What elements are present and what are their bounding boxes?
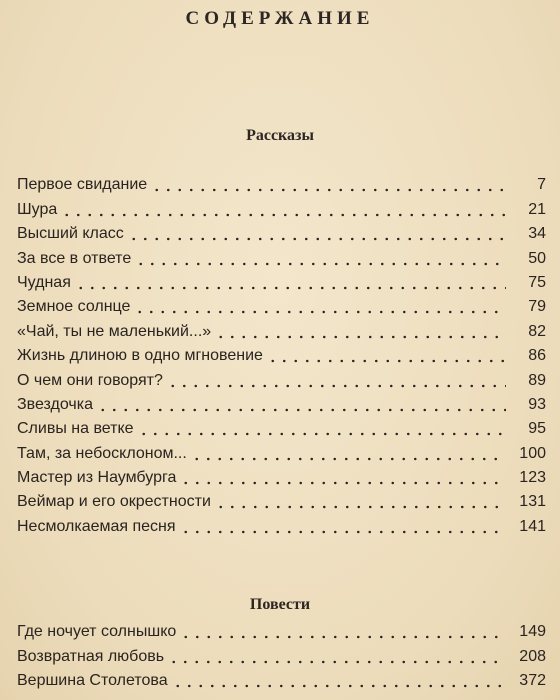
page-number: 7 bbox=[537, 176, 546, 194]
entry-title: Жизнь длиною в одно мгновение bbox=[17, 347, 263, 365]
dot-leader bbox=[267, 345, 506, 363]
dot-leader bbox=[172, 670, 506, 688]
page-number: 372 bbox=[519, 672, 546, 690]
entry-title: Вершина Столетова bbox=[17, 672, 168, 690]
entry-title: Возвратная любовь bbox=[17, 647, 165, 665]
toc-entry bbox=[17, 511, 546, 535]
dot-leader bbox=[61, 199, 506, 217]
toc-list-stories bbox=[17, 170, 546, 536]
page-number: 86 bbox=[528, 347, 546, 365]
entry-title: Мастер из Наумбурга bbox=[17, 469, 177, 487]
entry-title: Сливы на ветке bbox=[17, 420, 134, 438]
dot-leader bbox=[180, 467, 506, 485]
entry-title: О чем они говорят? bbox=[17, 371, 163, 389]
page-number: 82 bbox=[528, 322, 546, 340]
toc-entry bbox=[17, 219, 546, 243]
page-number: 34 bbox=[528, 225, 546, 243]
toc-list-novellas bbox=[17, 617, 546, 690]
dot-leader bbox=[215, 321, 506, 339]
dot-leader bbox=[134, 296, 506, 314]
toc-entry bbox=[17, 438, 546, 462]
section-heading-novellas: Повести bbox=[249, 596, 311, 613]
page-number: 123 bbox=[519, 469, 546, 487]
toc-entry bbox=[17, 414, 546, 438]
entry-title: Земное солнце bbox=[17, 298, 131, 316]
toc-entry bbox=[17, 487, 546, 511]
toc-entry bbox=[17, 292, 546, 316]
toc-entry bbox=[17, 268, 546, 292]
page-number: 141 bbox=[519, 517, 546, 535]
entry-title: Первое свидание bbox=[17, 176, 148, 194]
entry-title: Шура bbox=[17, 200, 58, 218]
dot-leader bbox=[97, 394, 506, 412]
dot-leader bbox=[180, 516, 506, 534]
dot-leader bbox=[138, 418, 506, 436]
page-number: 50 bbox=[528, 249, 546, 267]
toc-entry bbox=[17, 666, 546, 690]
entry-title: Высший класс bbox=[17, 225, 124, 243]
page-number: 100 bbox=[519, 444, 546, 462]
page-number: 89 bbox=[528, 371, 546, 389]
toc-entry bbox=[17, 170, 546, 194]
toc-entry bbox=[17, 243, 546, 267]
entry-title: Где ночует солнышко bbox=[17, 623, 177, 641]
dot-leader bbox=[168, 646, 506, 664]
page-number: 93 bbox=[528, 395, 546, 413]
dot-leader bbox=[180, 621, 506, 639]
page-number: 131 bbox=[519, 493, 546, 511]
page-number: 208 bbox=[519, 647, 546, 665]
toc-entry bbox=[17, 390, 546, 414]
toc-entry bbox=[17, 365, 546, 389]
page-number: 21 bbox=[528, 200, 546, 218]
dot-leader bbox=[75, 272, 506, 290]
toc-entry bbox=[17, 617, 546, 641]
toc-entry bbox=[17, 463, 546, 487]
dot-leader bbox=[128, 223, 506, 241]
dot-leader bbox=[191, 443, 506, 461]
entry-title: Несмолкаемая песня bbox=[17, 517, 176, 535]
page-number: 95 bbox=[528, 420, 546, 438]
dot-leader bbox=[135, 248, 506, 266]
entry-title: Чудная bbox=[17, 273, 71, 291]
page-number: 75 bbox=[528, 273, 546, 291]
entry-title: «Чай, ты не маленький...» bbox=[17, 322, 212, 340]
dot-leader bbox=[215, 491, 506, 509]
entry-title: Там, за небосклоном... bbox=[17, 444, 187, 462]
entry-title: Звездочка bbox=[17, 395, 93, 413]
page-number: 79 bbox=[528, 298, 546, 316]
toc-entry bbox=[17, 641, 546, 665]
page-number: 149 bbox=[519, 623, 546, 641]
toc-entry bbox=[17, 194, 546, 218]
entry-title: За все в ответе bbox=[17, 249, 132, 267]
entry-title: Веймар и его окрестности bbox=[17, 493, 211, 511]
toc-entry bbox=[17, 341, 546, 365]
page-title: СОДЕРЖАНИЕ bbox=[185, 8, 375, 29]
toc-entry bbox=[17, 316, 546, 340]
dot-leader bbox=[151, 174, 506, 192]
section-heading-stories: Рассказы bbox=[246, 127, 314, 144]
dot-leader bbox=[167, 370, 506, 388]
